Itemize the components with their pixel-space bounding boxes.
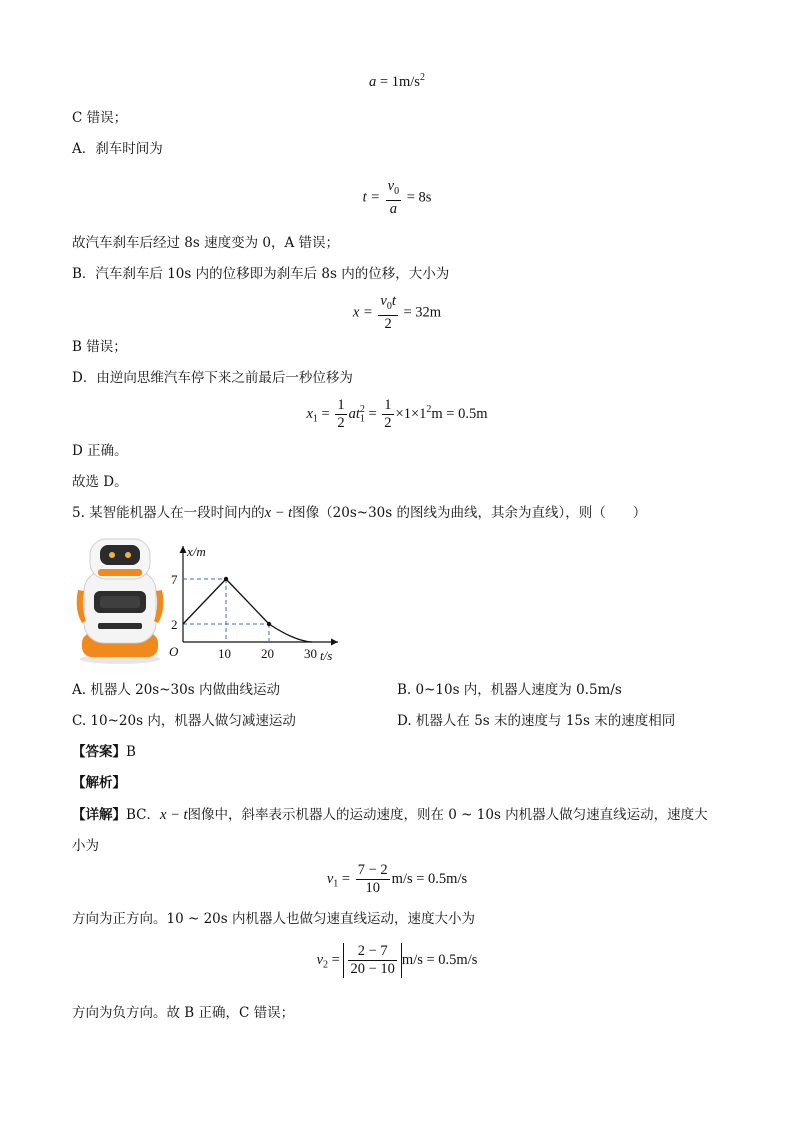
answer-value: B (126, 744, 136, 760)
analysis-label: 【解析】 (72, 775, 126, 791)
absolute-value (343, 943, 401, 978)
detail-line-1: 【详解】BC．x − t图像中，斜率表示机器人的运动速度，则在 0 ~ 10s 内机器人做匀速直线运动，速度大 (72, 807, 708, 823)
option-c[interactable]: C. 10~20s 内，机器人做匀减速运动 (72, 713, 296, 729)
point-t20 (267, 622, 271, 626)
equation-time: t = $\frac{v_0}{a}$ = 8s (362, 178, 432, 217)
equation-v2: $v_2$ = $\frac{2 - 7}{20 - 10}$ m/s = 0.5m/s (316, 943, 478, 977)
text-b-intro: B．汽车刹车后 10s 内的位移即为刹车后 8s 内的位移，大小为 (72, 266, 450, 282)
equation-displacement: x = $\frac{v_0t}{2}$ = 32m (352, 293, 442, 332)
origin-label: O (169, 644, 179, 659)
option-a[interactable]: A. 机器人 20s~30s 内做曲线运动 (72, 682, 280, 698)
fraction: $\frac{7 - 2}{10}$ (357, 862, 388, 896)
text-c-wrong: C 错误； (72, 110, 128, 126)
option-b[interactable]: B. 0~10s 内，机器人速度为 0.5m/s (397, 682, 622, 698)
question-5: 5. 某智能机器人在一段时间内的x − t图像（20s~30s 的图线为曲线，其余为直线），则（ ） (72, 505, 647, 521)
x-axis-label: t/s (320, 648, 333, 663)
detail-line-3: 方向为正方向。10 ~ 20s 内机器人也做匀速直线运动，速度大小为 (72, 911, 475, 927)
x-tick-label: 10 (218, 646, 231, 661)
option-d[interactable]: D. 机器人在 5s 末的速度与 15s 末的速度相同 (397, 713, 676, 729)
y-tick-label: 2 (171, 617, 178, 632)
x-tick-label: 30 (304, 646, 317, 661)
text-a-intro: A．刹车时间为 (72, 141, 163, 157)
equation-acceleration: $a = 1m/s^2$ (369, 72, 425, 90)
text-b-wrong: B 错误； (72, 339, 127, 355)
equation-v1: $v_1$ = $\frac{7 - 2}{10}$ m/s = 0.5m/s (326, 862, 468, 896)
x-tick-label: 20 (261, 646, 274, 661)
equation-last-second: $x_1$ = $\frac{1}{2}$ $at_1^2$ = $\frac{1}{2}$ $\times 1\times 1^2m = 0.5m$ (306, 397, 488, 431)
detail-line-4: 方向为负方向。故 B 正确，C 错误； (72, 1005, 295, 1021)
text-choose: 故选 D。 (72, 474, 128, 490)
fraction: $\frac{v_0t}{2}$ (380, 293, 396, 332)
fraction: $\frac{1}{2}$ (337, 397, 345, 431)
fraction: $\frac{1}{2}$ (384, 397, 392, 431)
text-d-intro: D．由逆向思维汽车停下来之前最后一秒位移为 (72, 370, 353, 386)
robot-illustration (72, 535, 168, 665)
fraction: $\frac{2 - 7}{20 - 10}$ (350, 943, 395, 977)
answer-line (72, 742, 136, 762)
y-axis-label: x/m (187, 544, 206, 559)
xt-graph (165, 540, 350, 665)
graph-curve-20-30s (269, 624, 312, 642)
detail-line-2: 小为 (72, 838, 99, 854)
text-d-correct: D 正确。 (72, 443, 128, 459)
text-a-conclusion: 故汽车刹车后经过 8s 速度变为 0，A 错误； (72, 235, 340, 251)
answer-label: 【答案】 (72, 744, 126, 760)
point-t10 (224, 577, 228, 581)
y-tick-label: 7 (171, 572, 178, 587)
fraction: $\frac{v_0}{a}$ (387, 178, 400, 217)
